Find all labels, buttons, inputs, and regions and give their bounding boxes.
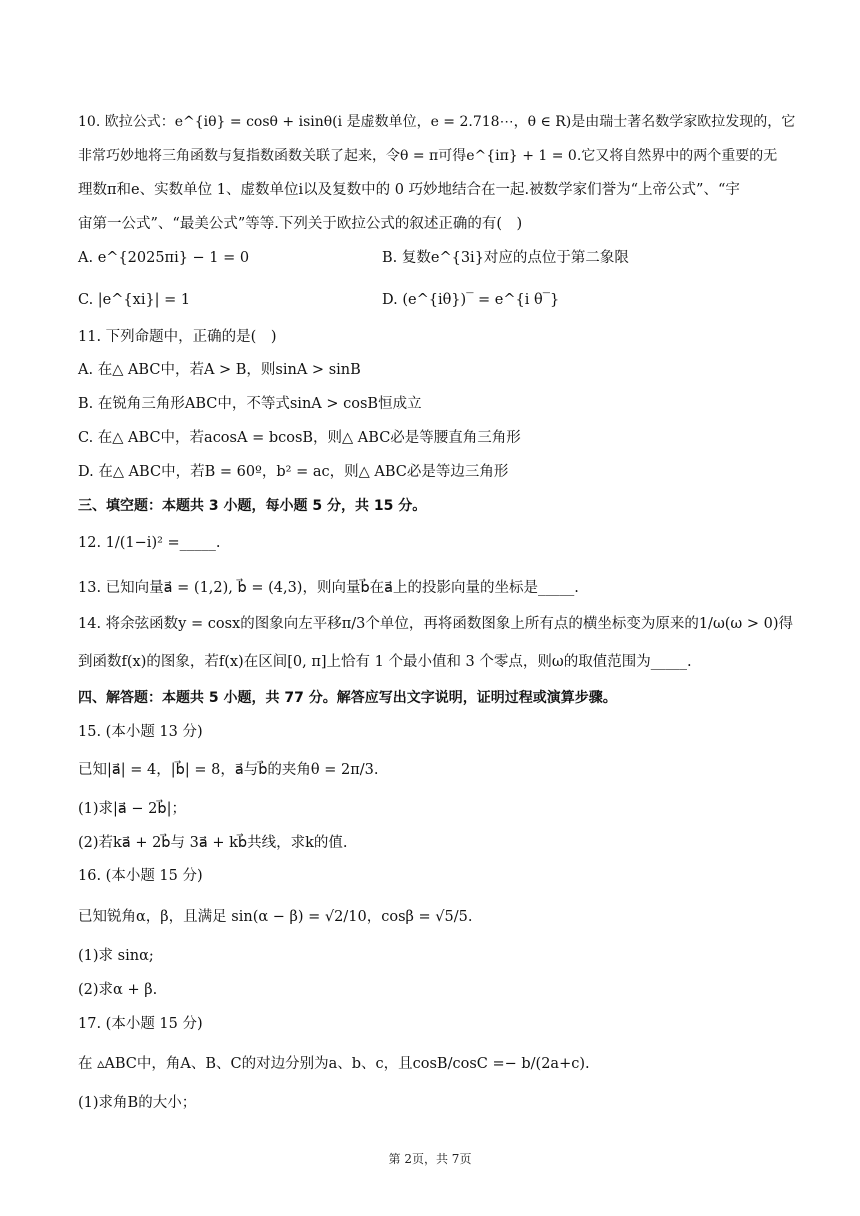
q17-heading: 17. (本小题 15 分) xyxy=(78,1016,203,1032)
q10-line-3: 理数π和e、实数单位 1、虚数单位i以及复数中的 0 巧妙地结合在一起.被数学家们誉为“上帝公式”、“宇 xyxy=(78,182,740,198)
q15-part-1: (1)求|a⃗ − 2b⃗|； xyxy=(78,801,186,817)
q16-part-2: (2)求α + β. xyxy=(78,982,158,998)
section-4-heading: 四、解答题：本题共 5 小题，共 77 分。解答应写出文字说明，证明过程或演算步骤。 xyxy=(78,690,617,706)
q17-stem: 在 ▵ABC中，角A、B、C的对边分别为a、b、c，且cosB/cosC =− b/(2a+c). xyxy=(78,1056,590,1072)
page-footer: 第 2页，共 7页 xyxy=(388,1152,472,1166)
q11-option-b: B. 在锐角三角形ABC中，不等式sinA > cosB恒成立 xyxy=(78,396,422,412)
q16-heading: 16. (本小题 15 分) xyxy=(78,868,203,884)
q11-option-c: C. 在△ ABC中，若acosA = bcosB，则△ ABC必是等腰直角三角形 xyxy=(78,430,521,446)
q10-line-1: 10. 欧拉公式：e^{iθ} = cosθ + isinθ(i 是虚数单位，e = 2.718⋯，θ ∈ R)是由瑞士著名数学家欧拉发现的，它 xyxy=(78,114,796,130)
q11-stem: 11. 下列命题中，正确的是( ) xyxy=(78,329,277,345)
q13: 13. 已知向量a⃗ = (1,2), b⃗ = (4,3)，则向量b⃗在a⃗上的投影向量的坐标是_____. xyxy=(78,580,579,596)
q12: 12. 1/(1−i)² =_____. xyxy=(78,535,221,551)
q15-part-2: (2)若ka⃗ + 2b⃗与 3a⃗ + kb⃗共线，求k的值. xyxy=(78,835,348,851)
q14-line-1: 14. 将余弦函数y = cosx的图象向左平移π/3个单位，再将函数图象上所有点的横坐标变为原来的1/ω(ω > 0)得 xyxy=(78,616,793,632)
q15-stem: 已知|a⃗| = 4，|b⃗| = 8，a⃗与b⃗的夹角θ = 2π/3. xyxy=(78,762,379,778)
q14-line-2: 到函数f(x)的图象，若f(x)在区间[0, π]上恰有 1 个最小值和 3 个零点，则ω的取值范围为_____. xyxy=(78,654,692,670)
q10-option-d: D. (e^{iθ})‾ = e^{i θ‾} xyxy=(382,292,560,308)
q10-option-a: A. e^{2025πi} − 1 = 0 xyxy=(78,250,250,266)
q10-line-4: 宙第一公式”、“最美公式”等等.下列关于欧拉公式的叙述正确的有( ) xyxy=(78,216,523,232)
q16-part-1: (1)求 sinα; xyxy=(78,948,154,964)
section-3-heading: 三、填空题：本题共 3 小题，每小题 5 分，共 15 分。 xyxy=(78,498,427,514)
q11-option-a: A. 在△ ABC中，若A > B，则sinA > sinB xyxy=(78,362,361,378)
q16-stem: 已知锐角α，β，且满足 sin(α − β) = √2/10，cosβ = √5/5. xyxy=(78,909,473,925)
q10-line-2: 非常巧妙地将三角函数与复指数函数关联了起来，令θ = π可得e^{iπ} + 1 = 0.它又将自然界中的两个重要的无 xyxy=(78,148,778,164)
q10-option-b: B. 复数e^{3i}对应的点位于第二象限 xyxy=(382,250,629,266)
q11-option-d: D. 在△ ABC中，若B = 60º，b² = ac，则△ ABC必是等边三角形 xyxy=(78,464,509,480)
q15-heading: 15. (本小题 13 分) xyxy=(78,724,203,740)
q10-option-c: C. |e^{xi}| = 1 xyxy=(78,292,191,308)
q17-part-1: (1)求角B的大小； xyxy=(78,1095,197,1111)
